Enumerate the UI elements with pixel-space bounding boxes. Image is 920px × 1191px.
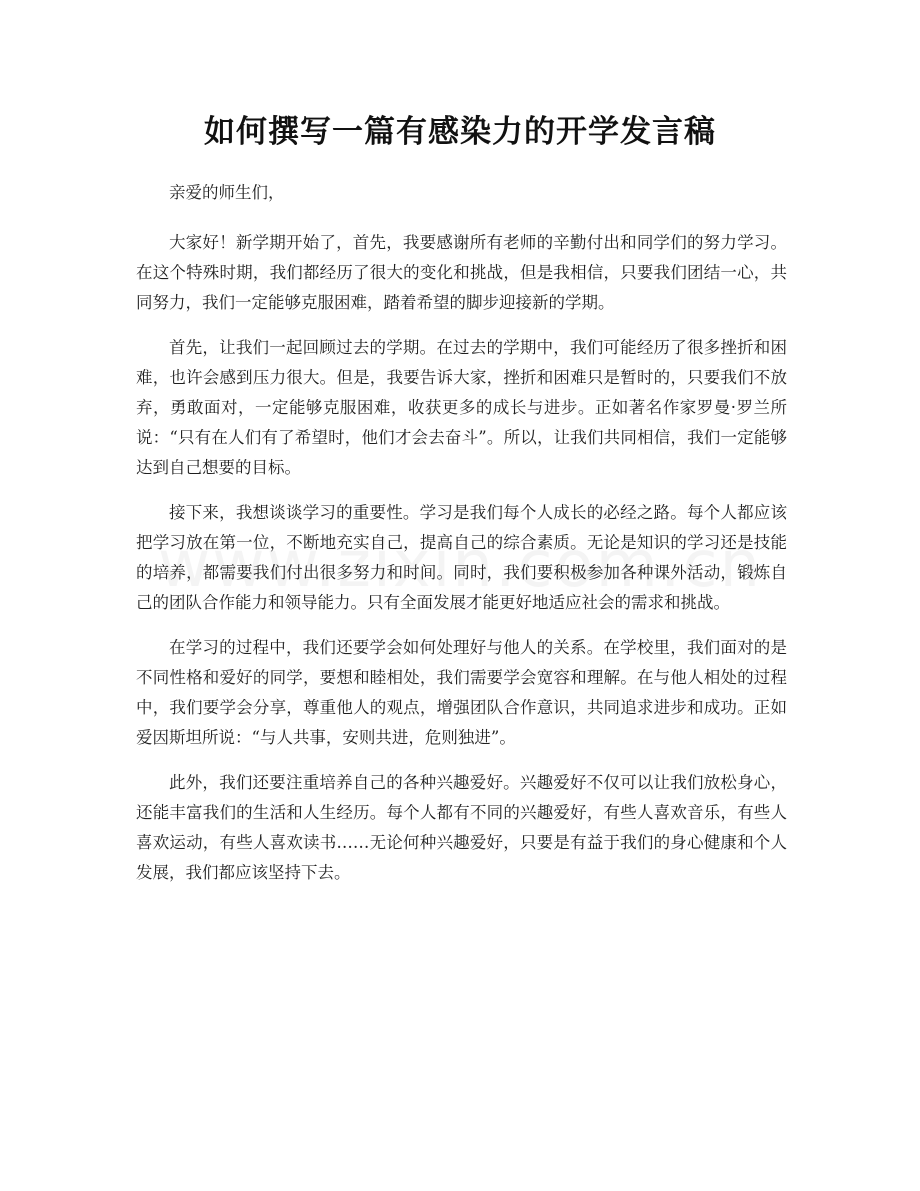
review-paragraph: 首先，让我们一起回顾过去的学期。在过去的学期中，我们可能经历了很多挫折和困难，也许会感到压力很大。但是，我要告诉大家，挫折和困难只是暂时的，只要我们不放弃，勇敢面对，一定能够克服困难，收获更多的成长与进步。正如著名作家罗曼·罗兰所说：“只有在人们有了希望时，他们才会去奋斗”。所以，让我们共同相信，我们一定能够达到自己想要的目标。 <box>136 338 787 477</box>
hobbies-paragraph: 此外，我们还要注重培养自己的各种兴趣爱好。兴趣爱好不仅可以让我们放松身心，还能丰富我们的生活和人生经历。每个人都有不同的兴趣爱好，有些人喜欢音乐，有些人喜欢运动，有些人喜欢读书……无论何种兴趣爱好，只要是有益于我们的身心健康和个人发展，我们都应该坚持下去。 <box>136 773 787 882</box>
document-title: 如何撰写一篇有感染力的开学发言稿 <box>204 114 716 150</box>
salutation-paragraph: 亲爱的师生们， <box>169 183 285 202</box>
study-importance-paragraph: 接下来，我想谈谈学习的重要性。学习是我们每个人成长的必经之路。每个人都应该把学习放在第一位，不断地充实自己，提高自己的综合素质。无论是知识的学习还是技能的培养，都需要我们付出很多努力和时间。同时，我们要积极参加各种课外活动，锻炼自己的团队合作能力和领导能力。只有全面发展才能更好地适应社会的需求和挑战。 <box>136 503 787 612</box>
greeting-paragraph: 大家好！新学期开始了，首先，我要感谢所有老师的辛勤付出和同学们的努力学习。在这个特殊时期，我们都经历了很大的变化和挑战，但是我相信，只要我们团结一心，共同努力，我们一定能够克服困难，踏着希望的脚步迎接新的学期。 <box>136 233 787 312</box>
document-body <box>136 178 787 903</box>
relationships-paragraph: 在学习的过程中，我们还要学会如何处理好与他人的关系。在学校里，我们面对的是不同性格和爱好的同学，要想和睦相处，我们需要学会宽容和理解。在与他人相处的过程中，我们要学会分享，尊重他人的观点，增强团队合作意识，共同追求进步和成功。正如爱因斯坦所说：“与人共事，安则共进，危则独进”。 <box>136 638 787 747</box>
